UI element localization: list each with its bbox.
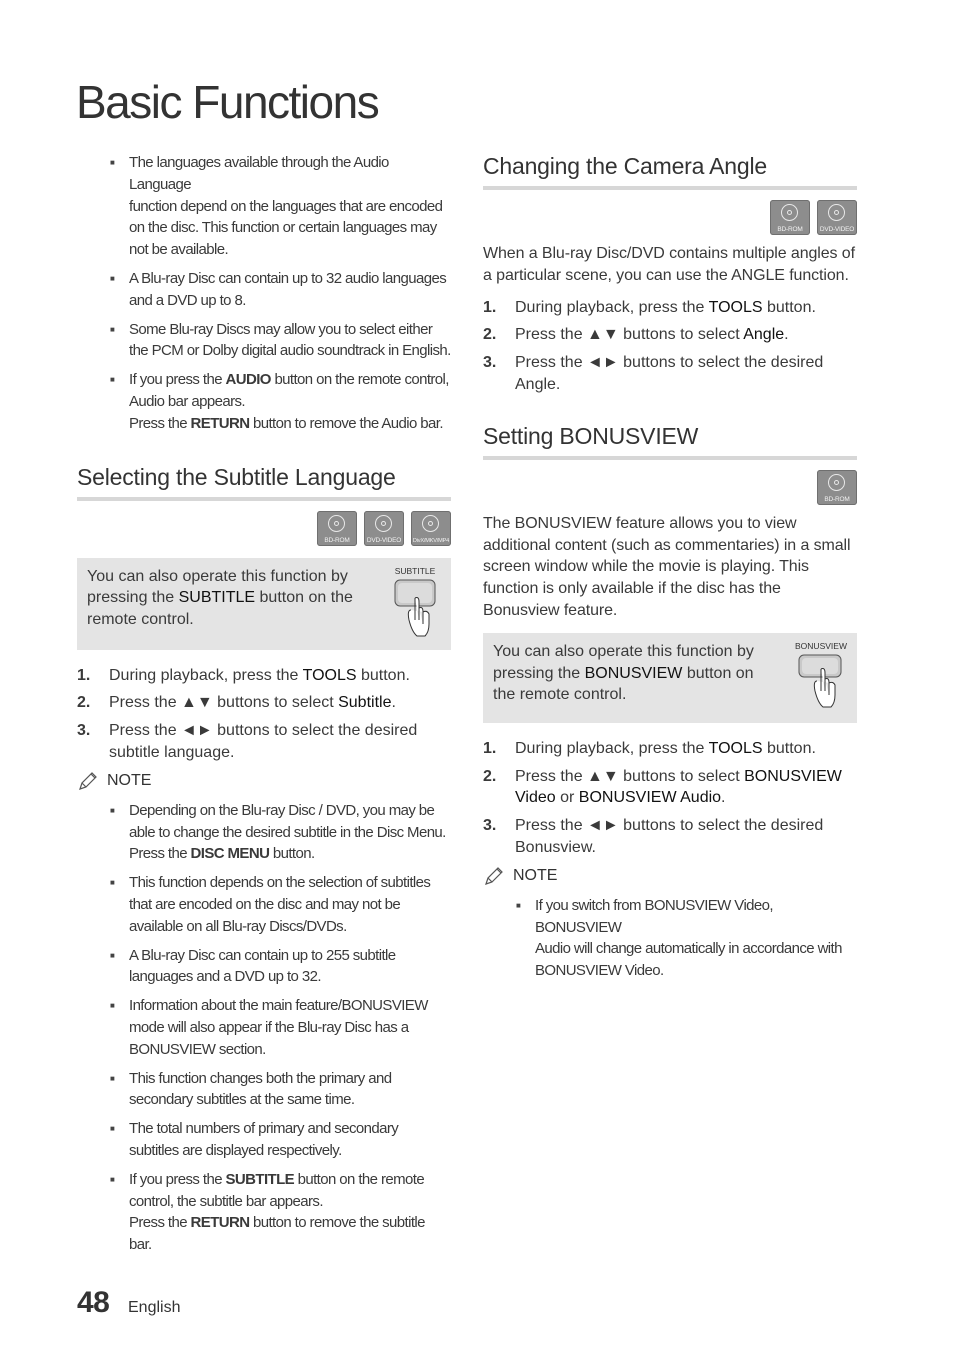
page-title: Basic Functions — [76, 76, 379, 128]
list-item: ■ This function changes both the primary and secondary subtitles at the same time. — [77, 1068, 451, 1112]
subtitle-steps — [77, 665, 451, 764]
step-item: 3. Press the ◄► buttons to select the desired Angle. — [483, 354, 824, 393]
left-column — [77, 152, 451, 1263]
disc-icon — [828, 474, 845, 491]
step-item: 1. During playback, press the TOOLS button. — [483, 298, 816, 316]
disc-icon — [781, 204, 798, 221]
hand-press-icon — [795, 651, 847, 723]
list-item: ■ If you press the SUBTITLE button on the remote control, the subtitle bar appears. Press the RETURN button to remove the subtitle bar. — [77, 1169, 451, 1256]
dvd-video-badge: DVD-VIDEO — [817, 200, 857, 235]
step-item: 1. During playback, press the TOOLS button. — [483, 739, 816, 757]
list-item: ■ If you switch from BONUSVIEW Video, BONUSVIEW Audio will change automatically in accordance with BONUSVIEW Video. — [483, 895, 857, 982]
disc-icon — [828, 204, 845, 221]
subtitle-info-box — [77, 558, 451, 650]
bd-rom-badge: BD-ROM — [317, 511, 357, 546]
bonusview-heading: Setting BONUSVIEW — [483, 422, 857, 460]
note-heading: NOTE — [77, 770, 451, 792]
bd-rom-badge: BD-ROM — [817, 470, 857, 505]
subtitle-notes-list — [77, 800, 451, 1256]
pencil-note-icon — [77, 770, 99, 792]
disc-badges — [483, 200, 857, 235]
pencil-note-icon — [483, 865, 505, 887]
disc-badges — [483, 470, 857, 505]
list-item: ■ Depending on the Blu-ray Disc / DVD, you may be able to change the desired subtitle in the Disc Menu. Press the DISC MENU button. — [77, 800, 451, 865]
info-text: You can also operate this function by pressing the SUBTITLE button on the remote control. — [87, 567, 353, 629]
list-item: ■ This function depends on the selection of subtitles that are encoded on the disc and may not be available on all Blu-ray Discs/DVDs. — [77, 872, 451, 937]
list-item: ■ The languages available through the Audio Language function depend on the languages that are encoded on the disc. This function or certain languages may not be available. — [77, 152, 451, 261]
audio-notes-list — [77, 152, 451, 435]
film-reel-icon — [422, 515, 439, 532]
step-item: 3. Press the ◄► buttons to select the desired Bonusview. — [483, 817, 824, 856]
right-column — [483, 152, 857, 989]
note-heading: NOTE — [483, 865, 857, 887]
angle-intro: When a Blu-ray Disc/DVD contains multiple angles of a particular scene, you can use the ANGLE function. — [483, 245, 855, 284]
step-item: 3. Press the ◄► buttons to select the desired subtitle language. — [77, 722, 418, 761]
hand-press-icon — [389, 576, 441, 648]
disc-badges — [77, 511, 451, 546]
info-text: You can also operate this function by pressing the BONUSVIEW button on the remote control. — [493, 642, 754, 704]
disc-icon — [328, 515, 345, 532]
bonusview-info-box — [483, 633, 857, 723]
angle-steps — [483, 297, 857, 396]
page-language: English — [128, 1299, 181, 1316]
list-item: ■ A Blu-ray Disc can contain up to 255 subtitle languages and a DVD up to 32. — [77, 945, 451, 989]
disc-icon — [375, 515, 392, 532]
list-item: ■ Information about the main feature/BONUSVIEW mode will also appear if the Blu-ray Disc has a BONUSVIEW section. — [77, 995, 451, 1060]
step-item: 2. Press the ▲▼ buttons to select Angle. — [483, 326, 789, 344]
subtitle-heading: Selecting the Subtitle Language — [77, 463, 451, 501]
list-item: ■ A Blu-ray Disc can contain up to 32 audio languages and a DVD up to 8. — [77, 268, 451, 312]
angle-heading: Changing the Camera Angle — [483, 152, 857, 190]
list-item: ■ Some Blu-ray Discs may allow you to select either the PCM or Dolby digital audio soundtrack in English. — [77, 319, 451, 363]
bonusview-intro: The BONUSVIEW feature allows you to view additional content (such as commentaries) in a small screen window while the movie is playing. This function is only available if the disc has the Bonusview feature. — [483, 514, 851, 619]
step-item: 2. Press the ▲▼ buttons to select BONUSVIEW Video or BONUSVIEW Audio. — [483, 767, 842, 807]
bonusview-notes-list — [483, 895, 857, 982]
list-item: ■ If you press the AUDIO button on the remote control, Audio bar appears. Press the RETURN button to remove the Audio bar. — [77, 369, 451, 434]
subtitle-remote-button-icon: SUBTITLE — [389, 566, 441, 648]
step-item: 1. During playback, press the TOOLS button. — [77, 666, 410, 684]
page-number: 48 — [77, 1286, 110, 1319]
divx-badge: DivX/MKV/MP4 — [411, 511, 451, 546]
bd-rom-badge: BD-ROM — [770, 200, 810, 235]
dvd-video-badge: DVD-VIDEO — [364, 511, 404, 546]
list-item: ■ The total numbers of primary and secondary subtitles are displayed respectively. — [77, 1118, 451, 1162]
step-item: 2. Press the ▲▼ buttons to select Subtitle. — [77, 694, 396, 712]
bonusview-steps — [483, 738, 857, 859]
bonusview-remote-button-icon: BONUSVIEW — [795, 641, 847, 723]
